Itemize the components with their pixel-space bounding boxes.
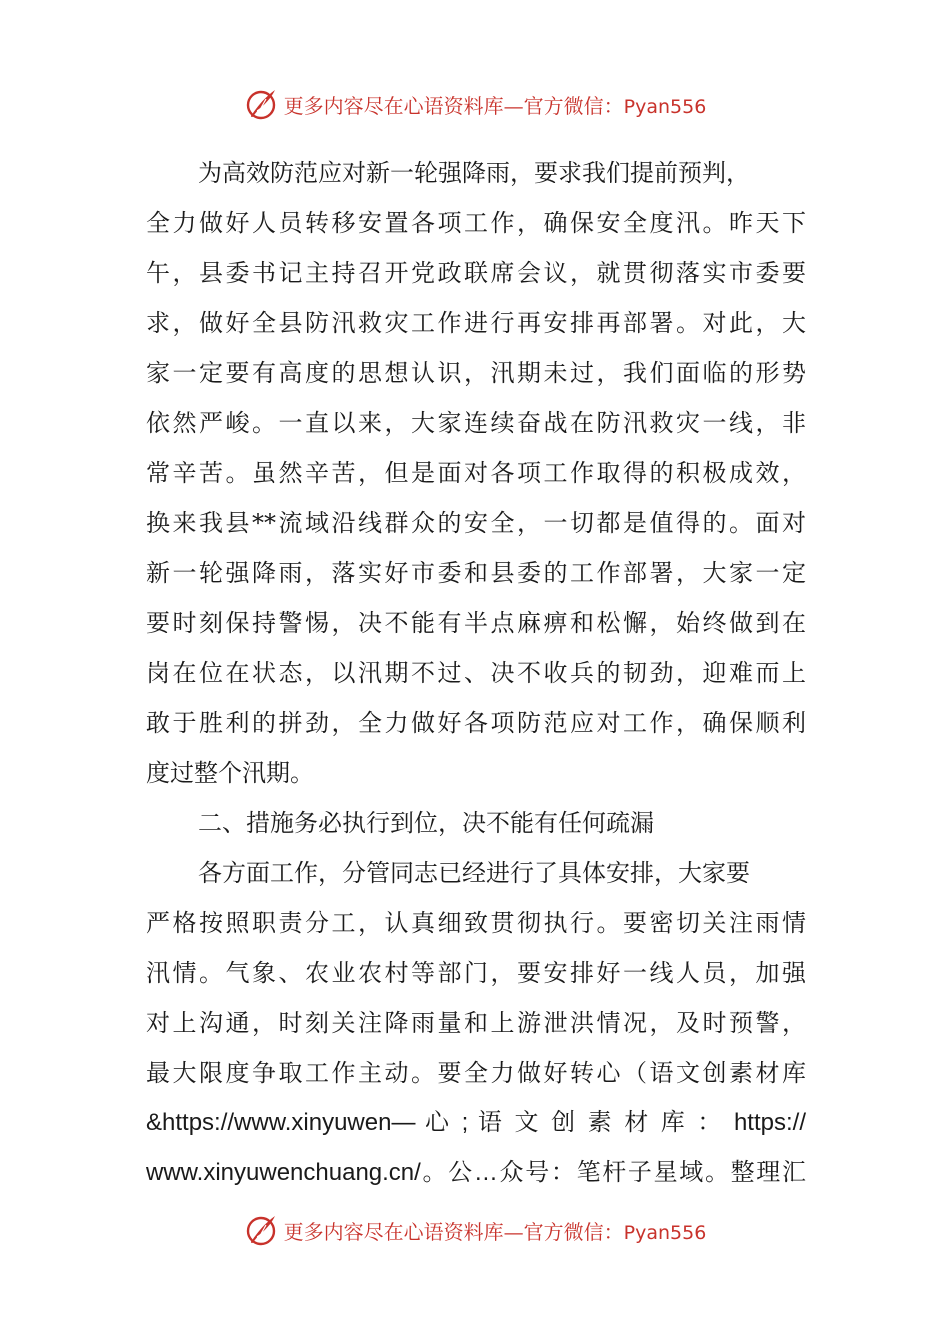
text-line: 对上沟通，时刻关注降雨量和上游泄洪情况，及时预警，: [146, 1009, 806, 1037]
quill-logo-icon: [244, 1212, 280, 1248]
text-line-url: www.xinyuwenchuang.cn/。公…众号：笔杆子星域。整理汇: [146, 1159, 806, 1186]
footer-watermark-banner: [0, 1210, 950, 1250]
text-line: 最大限度争取工作主动。要全力做好转心（语文创素材库: [146, 1059, 806, 1087]
document-body: [146, 148, 806, 1198]
text-line: 新一轮强降雨，落实好市委和县委的工作部署，大家一定: [146, 559, 806, 587]
text-line: 各方面工作，分管同志已经进行了具体安排，大家要: [198, 859, 750, 887]
text-line: 依然严峻。一直以来，大家连续奋战在防汛救灾一线，非: [146, 409, 806, 437]
text-line: 敢于胜利的拼劲，全力做好各项防范应对工作，确保顺利: [146, 709, 806, 737]
quill-logo-icon: [244, 86, 280, 122]
text-line: 度过整个汛期。: [146, 759, 314, 787]
banner-text: 更多内容尽在心语资料库—官方微信：Pyan556: [283, 93, 707, 118]
text-line: 求，做好全县防汛救灾工作进行再安排再部署。对此，大: [146, 309, 806, 337]
text-line: 家一定要有高度的思想认识，汛期未过，我们面临的形势: [146, 359, 806, 387]
text-line: 午，县委书记主持召开党政联席会议，就贯彻落实市委要: [146, 259, 806, 287]
text-line: 岗在位在状态，以汛期不过、决不收兵的韧劲，迎难而上: [146, 659, 806, 687]
text-line: 常辛苦。虽然辛苦，但是面对各项工作取得的积极成效，: [146, 459, 806, 487]
text-line: 为高效防范应对新一轮强降雨，要求我们提前预判，: [198, 159, 750, 187]
text-line: 全力做好人员转移安置各项工作，确保安全度汛。昨天下: [146, 209, 806, 237]
header-watermark-banner: [0, 84, 950, 124]
text-line: 换来我县**流域沿线群众的安全，一切都是值得的。面对: [146, 509, 806, 537]
text-line: 汛情。气象、农业农村等部门，要安排好一线人员，加强: [146, 959, 806, 987]
text-line-url: &https://www.xinyuwen— 心 ; 语 文 创 素 材 库 ： https://: [146, 1109, 806, 1136]
text-line: 严格按照职责分工，认真细致贯彻执行。要密切关注雨情: [146, 909, 806, 937]
text-line: 要时刻保持警惕，决不能有半点麻痹和松懈，始终做到在: [146, 609, 806, 637]
section-heading: 二、措施务必执行到位，决不能有任何疏漏: [198, 809, 654, 837]
banner-text: 更多内容尽在心语资料库—官方微信：Pyan556: [283, 1219, 707, 1244]
